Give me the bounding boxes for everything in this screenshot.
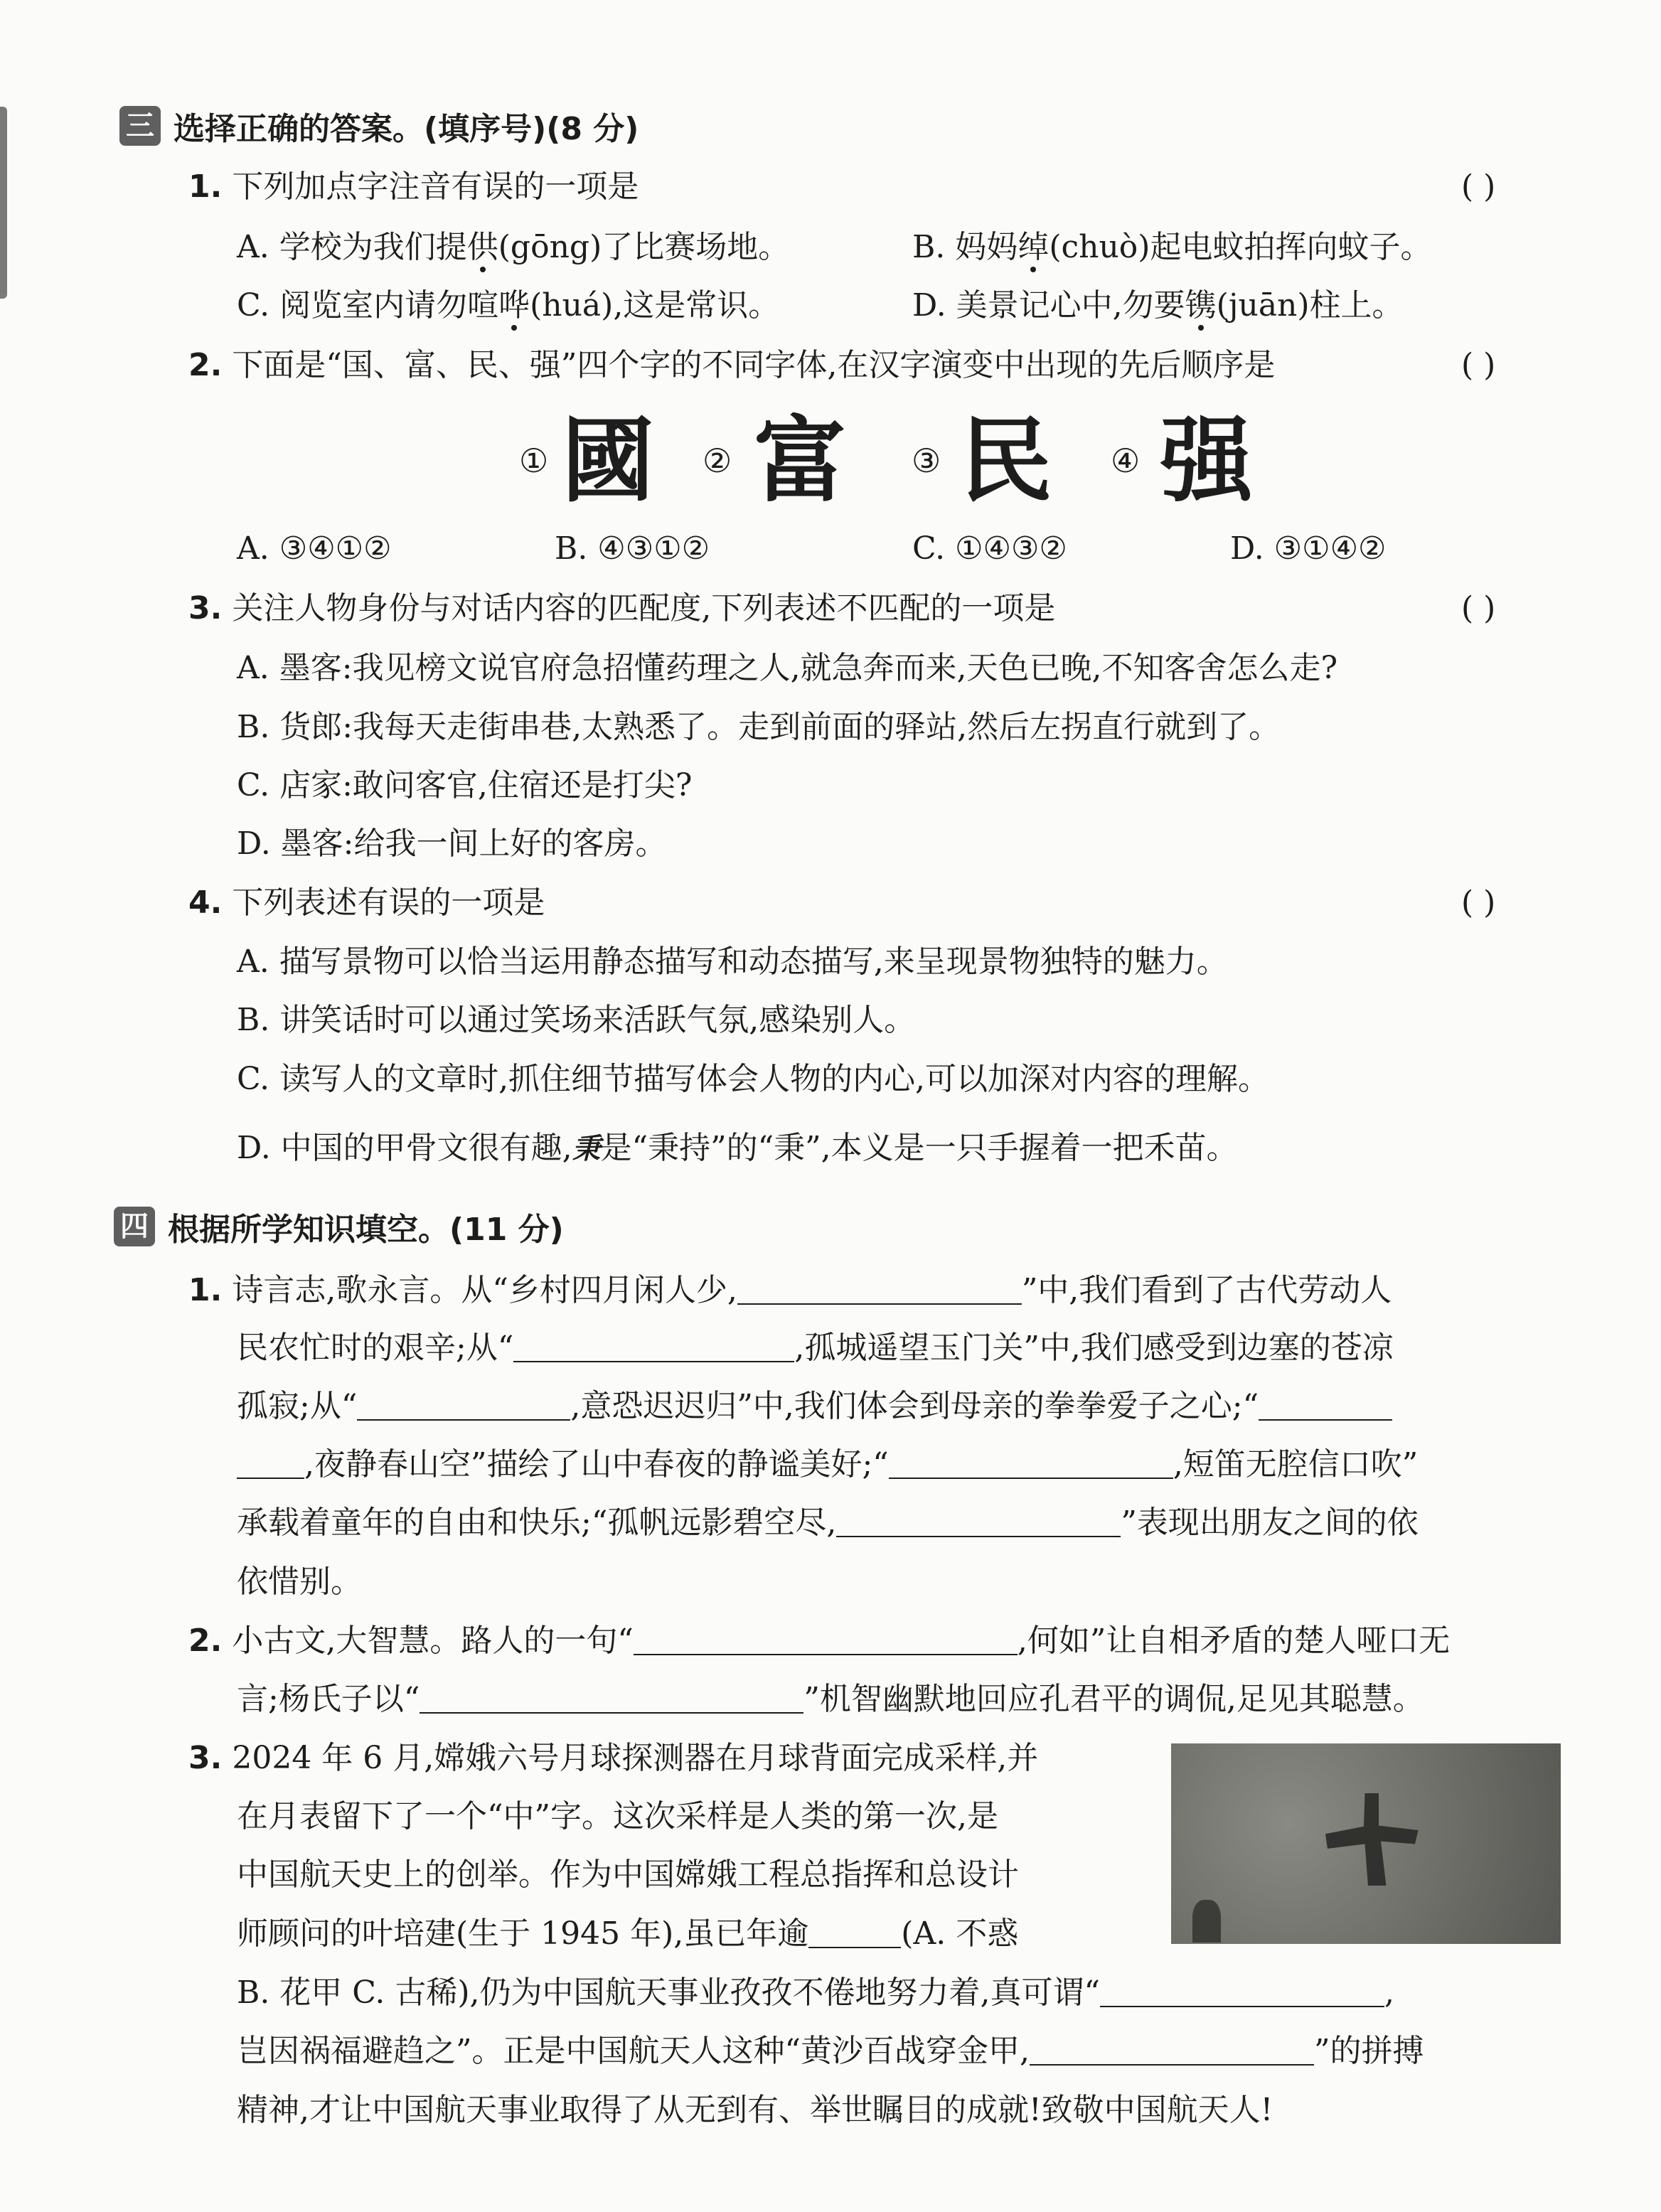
section-4-number: 四	[114, 1207, 155, 1246]
blank-7[interactable]	[634, 1623, 1018, 1655]
glyph-label-4: ④	[1111, 442, 1141, 480]
q3-option-c[interactable]: C. 店家:敢问客官,住宿还是打尖?	[237, 767, 693, 803]
q2-answer-paren[interactable]: ( )	[1461, 347, 1496, 383]
blank-4b[interactable]	[237, 1446, 304, 1479]
q2-option-b[interactable]: B. ④③①②	[555, 530, 710, 567]
blank-11[interactable]	[1030, 2033, 1314, 2066]
ancient-char-guo: 國	[562, 406, 655, 515]
q2-stem: 2. 下面是“国、富、民、强”四个字的不同字体,在汉字演变中出现的先后顺序是	[188, 347, 1276, 383]
blank-8[interactable]	[420, 1681, 803, 1714]
section-3-title: 选择正确的答案。(填序号)(8 分)	[173, 111, 639, 147]
blank-3[interactable]	[357, 1388, 570, 1421]
s4-q3-line4: 师顾问的叶培建(生于 1945 年),虽已年逾 (A. 不惑	[237, 1916, 1019, 1952]
glyph-label-2: ②	[703, 442, 732, 480]
section-4-heading	[114, 1204, 564, 1249]
q4-answer-paren[interactable]: ( )	[1461, 885, 1496, 921]
s4-q3-line6: 岂因祸福避趋之”。正是中国航天人这种“黄沙百战穿金甲, ”的拼搏	[237, 2033, 1424, 2069]
q1-answer-paren[interactable]: ( )	[1461, 169, 1496, 205]
s4-q3-line1: 3. 2024 年 6 月,嫦娥六号月球探测器在月球背面完成采样,并	[188, 1740, 1039, 1776]
blank-5[interactable]	[889, 1446, 1173, 1479]
q1-option-a[interactable]: A. 学校为我们提供(gōng)了比赛场地。	[237, 229, 790, 265]
blank-6[interactable]	[836, 1505, 1121, 1537]
q3-option-b[interactable]: B. 货郎:我每天走街串巷,太熟悉了。走到前面的驿站,然后左拐直行就到了。	[237, 709, 1281, 745]
q3-answer-paren[interactable]: ( )	[1461, 590, 1496, 626]
q4-option-c[interactable]: C. 读写人的文章时,抓住细节描写体会人物的内心,可以加深对内容的理解。	[237, 1061, 1270, 1097]
q2-option-a[interactable]: A. ③④①②	[237, 530, 392, 567]
glyph-label-1: ①	[519, 442, 549, 480]
s4-q1-line1: 1. 诗言志,歌永言。从“乡村四月闲人少, ”中,我们看到了古代劳动人	[188, 1272, 1392, 1308]
s4-q1-line5: 承载着童年的自由和快乐;“孤帆远影碧空尽, ”表现出朋友之间的依	[237, 1505, 1419, 1541]
s4-q1-line4: ,夜静春山空”描绘了山中春夜的静谧美好;“ ,短笛无腔信口吹”	[237, 1443, 1418, 1486]
q2-option-c[interactable]: C. ①④③②	[912, 530, 1067, 567]
zhong-character-mark	[1317, 1793, 1424, 1886]
q4-option-b[interactable]: B. 讲笑话时可以通过笑场来活跃气氛,感染别人。	[237, 1002, 916, 1038]
lunar-surface-photo	[1171, 1743, 1561, 1944]
q1-option-d[interactable]: D. 美景记心中,勿要镌(juān)柱上。	[912, 287, 1404, 324]
ancient-char-fu: 富	[754, 406, 847, 515]
q4-stem: 4. 下列表述有误的一项是	[188, 885, 545, 921]
glyph-label-3: ③	[912, 442, 941, 480]
s4-q2-line2: 言;杨氏子以“ ”机智幽默地回应孔君平的调侃,足见其聪慧。	[237, 1681, 1424, 1717]
q3-option-a[interactable]: A. 墨客:我见榜文说官府急招懂药理之人,就急奔而来,天色已晚,不知客舍怎么走?	[237, 650, 1338, 686]
section-4-title: 根据所学知识填空。(11 分)	[168, 1212, 564, 1248]
page-binding-edge	[0, 107, 7, 299]
s4-q3-line2: 在月表留下了一个“中”字。这次采样是人类的第一次,是	[237, 1798, 998, 1834]
lander-shadow	[1192, 1900, 1221, 1943]
q4-option-d[interactable]: D. 中国的甲骨文很有趣,秉是“秉持”的“秉”,本义是一只手握着一把禾苗。	[237, 1130, 1238, 1166]
ancient-char-min: 民	[960, 406, 1053, 515]
q3-option-d[interactable]: D. 墨客:给我一间上好的客房。	[237, 826, 667, 862]
ancient-char-qiang: 强	[1160, 406, 1254, 515]
q1-stem: 1. 下列加点字注音有误的一项是	[188, 169, 639, 205]
blank-9[interactable]	[808, 1916, 901, 1948]
blank-2[interactable]	[513, 1330, 794, 1362]
oracle-bone-bing-glyph: 秉	[572, 1132, 601, 1165]
section-3-heading	[119, 103, 639, 149]
q1-option-b[interactable]: B. 妈妈绰(chuò)起电蚊拍挥向蚊子。	[912, 229, 1432, 265]
blank-4a[interactable]	[1259, 1388, 1392, 1421]
s4-q2-line1: 2. 小古文,大智慧。路人的一句“ ,何如”让自相矛盾的楚人哑口无	[188, 1623, 1451, 1659]
s4-q1-line6: 依惜别。	[237, 1564, 362, 1600]
s4-q3-line7: 精神,才让中国航天事业取得了从无到有、举世瞩目的成就!致敬中国航天人!	[237, 2092, 1273, 2128]
s4-q3-line3: 中国航天史上的创举。作为中国嫦娥工程总指挥和总设计	[237, 1856, 1019, 1893]
s4-q3-line5: B. 花甲 C. 古稀),仍为中国航天事业孜孜不倦地努力着,真可谓“ ,	[237, 1975, 1394, 2011]
blank-1[interactable]	[737, 1272, 1022, 1305]
s4-q1-line3: 孤寂;从“ ,意恐迟迟归”中,我们体会到母亲的拳拳爱子之心;“	[237, 1385, 1392, 1428]
section-3-number: 三	[119, 106, 161, 146]
q1-option-c[interactable]: C. 阅览室内请勿喧哗(huá),这是常识。	[237, 287, 780, 324]
s4-q1-line2: 民农忙时的艰辛;从“ ,孤城遥望玉门关”中,我们感受到边塞的苍凉	[237, 1330, 1394, 1366]
blank-10[interactable]	[1100, 1975, 1384, 2007]
q3-stem: 3. 关注人物身份与对话内容的匹配度,下列表述不匹配的一项是	[188, 590, 1056, 626]
q2-option-d[interactable]: D. ③①④②	[1230, 530, 1387, 567]
q4-option-a[interactable]: A. 描写景物可以恰当运用静态描写和动态描写,来呈现景物独特的魅力。	[237, 944, 1228, 980]
